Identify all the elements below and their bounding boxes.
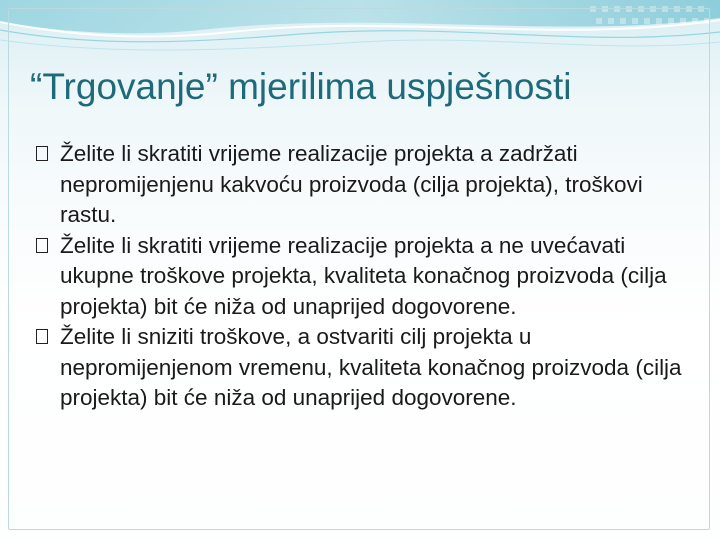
bullet-list — [36, 139, 686, 414]
square-bullet-icon — [36, 146, 48, 161]
square-bullet-icon — [36, 238, 48, 253]
square-bullet-icon — [36, 329, 48, 344]
bullet-text: Želite li skratiti vrijeme realizacije projekta a ne uvećavati ukupne troškove projekta, kvaliteta konačnog proizvoda (cilja projekta) bit će niža od unaprijed dogovorene. — [60, 232, 667, 319]
bullet-item — [36, 231, 686, 323]
bullet-item — [36, 139, 686, 231]
bullet-text: Želite li sniziti troškove, a ostvariti cilj projekta u nepromijenjenom vremenu, kvaliteta konačnog proizvoda (cilja projekta) bit će niža od unaprijed dogovorene. — [60, 324, 682, 410]
bullet-text: Želite li skratiti vrijeme realizacije projekta a zadržati nepromijenjenu kakvoću proizvoda (cilja projekta), troškovi rastu. — [60, 141, 643, 227]
bullet-item — [36, 322, 686, 414]
slide-title: “Trgovanje” mjerilima uspješnosti — [30, 66, 572, 107]
